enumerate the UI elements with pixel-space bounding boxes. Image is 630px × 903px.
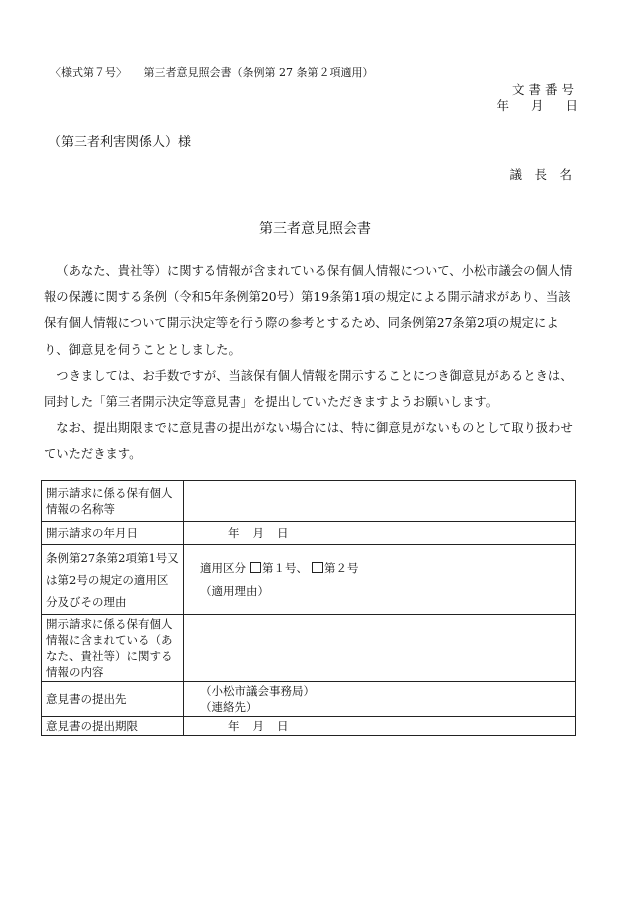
row-value [184, 481, 576, 522]
body-paragraph: つきましては、お手数ですが、当該保有個人情報を開示することにつき御意見があるときは、同封した「第三者開示決定等意見書」を提出していただきますようお願いします。 [44, 368, 573, 410]
row-value [184, 615, 576, 682]
date-year: 年 [496, 98, 509, 113]
document-date [496, 96, 578, 114]
row-label: 開示請求に係る保有個人情報の名称等 [42, 481, 184, 522]
date-day: 日 [277, 526, 289, 540]
submission-destination [184, 682, 576, 717]
date-month: 月 [252, 526, 264, 540]
reason-label: （適用理由） [200, 583, 269, 598]
body-paragraph: なお、提出期限までに意見書の提出がない場合には、特に御意見がないものとして取り扱わせていただきます。 [44, 421, 573, 462]
body-text [44, 258, 582, 468]
info-table [41, 480, 576, 736]
row-label: 意見書の提出先 [42, 682, 184, 717]
deadline-date [184, 717, 576, 736]
category-option-2: 第２号 [324, 560, 359, 575]
table-row [42, 615, 576, 682]
table-row [42, 481, 576, 522]
applicable-category [184, 545, 576, 615]
sender-name: 議 長 名 [509, 167, 572, 182]
date-year: 年 [228, 526, 240, 540]
row-label: 条例第27条第2項第1号又は第2号の規定の適用区分及びその理由 [42, 545, 184, 615]
document-title: 第三者意見照会書 [259, 221, 371, 237]
addressee: （第三者利害関係人）様 [48, 135, 192, 150]
category-label: 適用区分 [200, 560, 246, 575]
table-row [42, 545, 576, 615]
date-month: 月 [252, 719, 264, 733]
category-option-1: 第１号、 [262, 560, 308, 575]
contact-label: （連絡先） [200, 700, 258, 714]
office-name: （小松市議会事務局） [200, 684, 315, 698]
request-date [184, 522, 576, 545]
table-row [42, 682, 576, 717]
table-row [42, 522, 576, 545]
date-month: 月 [530, 98, 544, 113]
date-day: 日 [277, 719, 289, 733]
row-label: 意見書の提出期限 [42, 717, 184, 736]
document-number: 文書番号 [511, 82, 578, 97]
checkbox-icon[interactable] [312, 562, 323, 573]
row-label: 開示請求の年月日 [42, 522, 184, 545]
date-day: 日 [565, 98, 578, 113]
date-year: 年 [228, 719, 240, 733]
checkbox-icon[interactable] [250, 562, 261, 573]
table-row [42, 717, 576, 736]
body-paragraph: （あなた、貴社等）に関する情報が含まれている保有個人情報について、小松市議会の個人情報の保護に関する条例（令和5年条例第20号）第19条第1項の規定による開示請求があり、当該保有個人情報について開示決定等を行う際の参考とするため、同条例第27条第2項の規定により、御意見を伺うこととしました。 [44, 264, 573, 357]
form-number: 〈様式第７号〉 第三者意見照会書（条例第 27 条第２項適用） [50, 66, 374, 79]
row-label: 開示請求に係る保有個人情報に含まれている（あなた、貴社等）に関する情報の内容 [42, 615, 184, 682]
